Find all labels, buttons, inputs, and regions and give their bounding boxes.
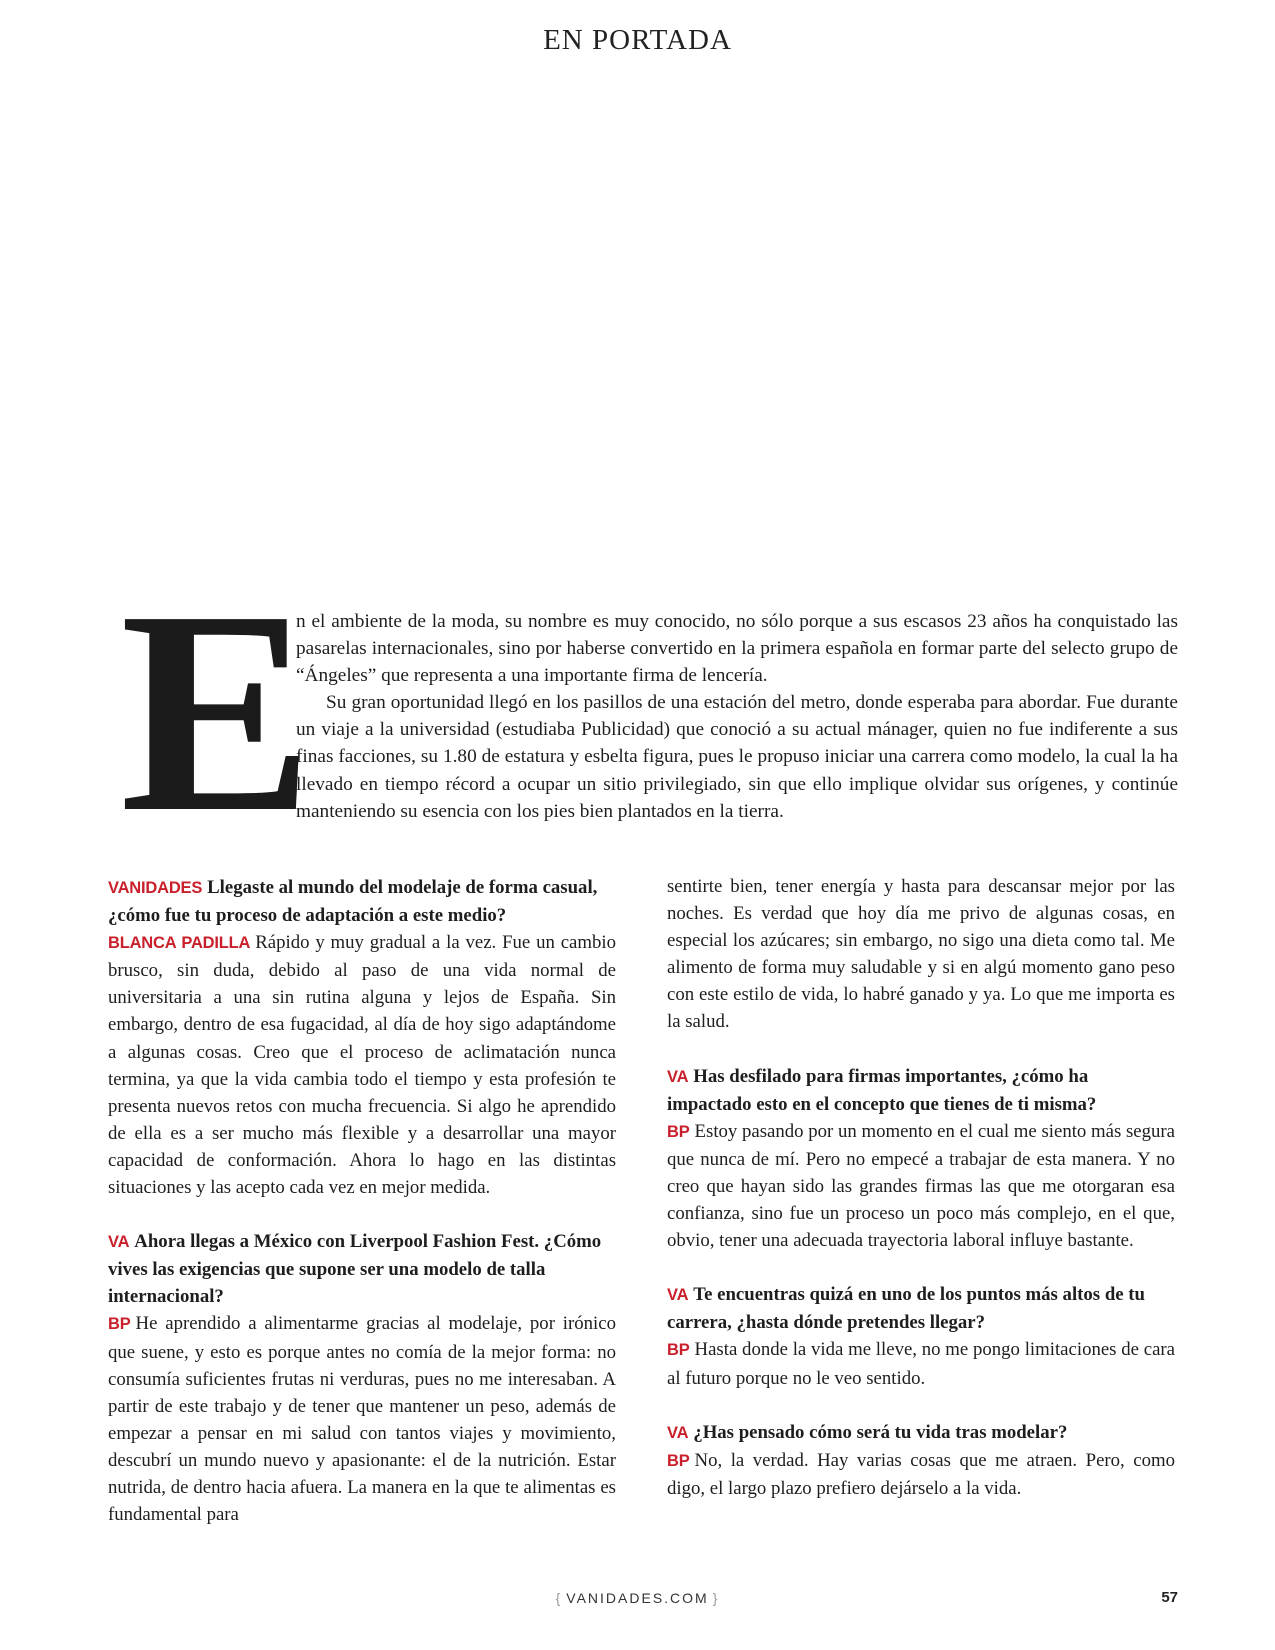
drop-cap: E [120, 606, 314, 822]
footer-site-link[interactable]: VANIDADES.COM [566, 1590, 709, 1606]
question-text: Te encuentras quizá en uno de los puntos más altos de tu carrera, ¿hasta dónde pretendes llegar? [667, 1284, 1145, 1334]
speaker-label: BLANCA PADILLA [108, 934, 251, 953]
answer [667, 1447, 1175, 1502]
column-left [108, 874, 616, 1555]
question [667, 1281, 1175, 1336]
speaker-label: BP [667, 1122, 690, 1141]
answer [108, 929, 616, 1201]
qa-block [667, 1281, 1175, 1391]
footer-site [0, 1590, 1275, 1606]
qa-block [667, 1419, 1175, 1502]
qa-block [667, 1063, 1175, 1255]
answer [667, 1336, 1175, 1391]
question-text: ¿Has pensado cómo será tu vida tras modelar? [693, 1421, 1068, 1443]
footer-close-brace: } [712, 1590, 720, 1606]
question [108, 1228, 616, 1310]
intro-text [296, 608, 1178, 825]
answer [667, 1118, 1175, 1254]
speaker-label: VA [108, 1233, 130, 1252]
answer-text: Estoy pasando por un momento en el cual me siento más segura que nunca de mí. Pero no empecé a trabajar de esta manera. Y no creo que hayan sido las grandes firmas las que me otorgaran esa confianza, sino fue un proceso un poco más complejo, en el que, obvio, tener una adecuada trayectoria laboral influye bastante. [667, 1120, 1175, 1252]
question [108, 874, 616, 929]
question-text: Has desfilado para firmas importantes, ¿cómo ha impactado esto en el concepto que tienes de ti misma? [667, 1065, 1097, 1115]
intro-paragraph-1: n el ambiente de la moda, su nombre es muy conocido, no sólo porque a sus escasos 23 años ha conquistado las pasarelas internacionales, sino por haberse convertido en la primera española en formar parte del selecto grupo de “Ángeles” que representa a una importante firma de lencería. [296, 611, 1178, 687]
question [667, 1419, 1175, 1447]
speaker-label: BP [667, 1451, 690, 1470]
section-title: EN PORTADA [543, 24, 732, 56]
speaker-label: BP [667, 1341, 690, 1360]
answer-text: Rápido y muy gradual a la vez. Fue un cambio brusco, sin duda, debido al paso de una vida normal de universitaria a una sin rutina alguna y lejos de España. Sin embargo, dentro de esa fugacidad, al día de hoy sigo adaptándome a algunas cosas. Creo que el proceso de aclimatación nunca termina, ya que la vida cambia todo el tiempo y esta profesión te presenta nuevos retos con mucha frecuencia. Si algo he aprendido de ella es a ser mucho más flexible y a desarrollar una mayor capacidad de conformación. Ahora lo hago en las distintas situaciones y las acepto cada vez en mejor medida. [108, 932, 616, 1199]
answer-text: No, la verdad. Hay varias cosas que me atraen. Pero, como digo, el largo plazo prefiero dejárselo a la vida. [667, 1449, 1175, 1499]
qa-block [108, 1228, 616, 1528]
page-number: 57 [1161, 1589, 1178, 1606]
question-text: Ahora llegas a México con Liverpool Fashion Fest. ¿Cómo vives las exigencias que supone ser una modelo de talla internacional? [108, 1231, 602, 1308]
answer-continuation [667, 873, 1175, 1036]
qa-block [108, 874, 616, 1201]
answer [108, 1310, 616, 1528]
answer-text: sentirte bien, tener energía y hasta para descansar mejor por las noches. Es verdad que hoy día me privo de algunas cosas, en especial los azúcares; sin embargo, no sigo una dieta como tal. Me alimento de forma muy saludable y si en algú momento gano peso con este estilo de vida, lo habré ganado y ya. Lo que me importa es la salud. [667, 876, 1175, 1033]
answer-text: Hasta donde la vida me lleve, no me pongo limitaciones de cara al futuro porque no le veo sentido. [667, 1339, 1175, 1389]
speaker-label: VA [667, 1286, 689, 1305]
speaker-label: VA [667, 1067, 689, 1086]
speaker-label: VANIDADES [108, 879, 203, 897]
intro-paragraph-2: Su gran oportunidad llegó en los pasillos de una estación del metro, donde esperaba para abordar. Fue durante un viaje a la universidad (estudiaba Publicidad) que conoció a su actual mánager, quien no fue indiferente a sus finas facciones, su 1.80 de estatura y esbelta figura, pues le propuso iniciar una carrera como modelo, la cual la ha llevado en tiempo récord a ocupar un sitio privilegiado, sin que ello implique olvidar sus orígenes, y continúe manteniendo su esencia con los pies bien plantados en la tierra. [296, 692, 1178, 822]
question-text: Llegaste al mundo del modelaje de forma casual, ¿cómo fue tu proceso de adaptación a este medio? [108, 877, 598, 927]
speaker-label: BP [108, 1315, 131, 1334]
speaker-label: VA [667, 1423, 689, 1442]
footer-open-brace: { [555, 1590, 563, 1606]
answer-text: He aprendido a alimentarme gracias al modelaje, por irónico que suene, y esto es porque antes no comía de la mejor forma: no consumía suficientes frutas ni verduras, pues no me interesaban. A partir de este trabajo y de tener que mantener un peso, además de empezar a pensar en mi salud con tantos viajes y movimiento, descubrí un mundo nuevo y apasionante: el de la nutrición. Estar nutrida, de dentro hacia afuera. La manera en la que te alimentas es fundamental para [108, 1313, 616, 1526]
question [667, 1063, 1175, 1118]
column-right [667, 873, 1175, 1529]
